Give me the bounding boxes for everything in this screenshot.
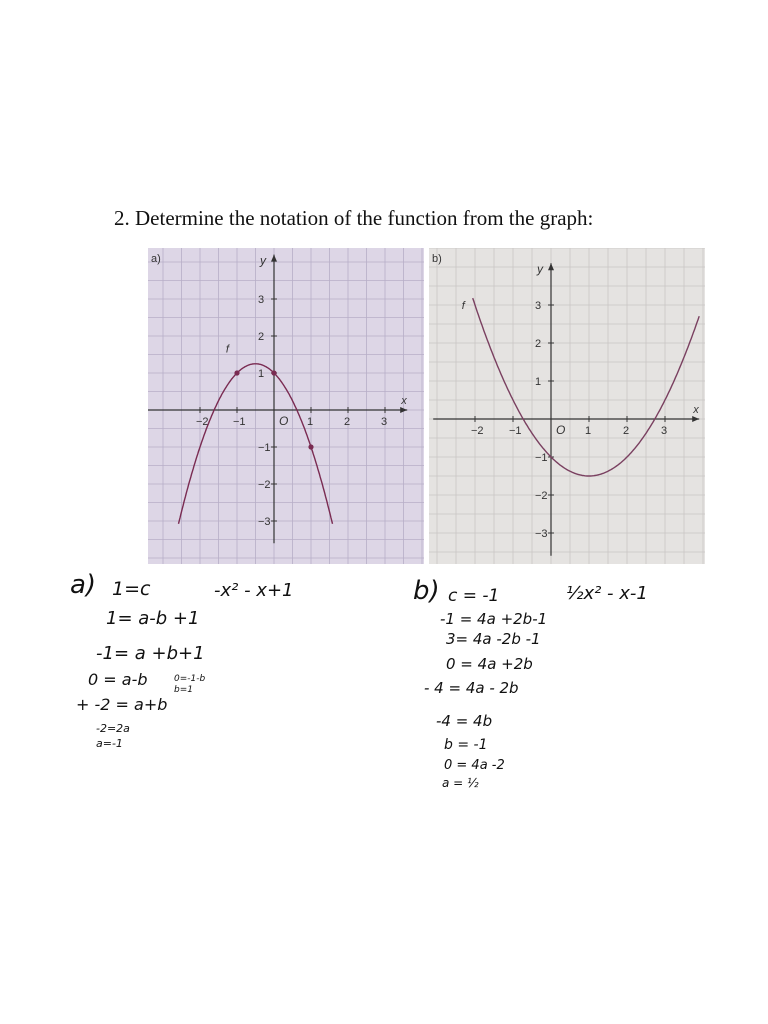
x-tick-label: −1	[509, 425, 522, 437]
y-tick-label: −1	[535, 452, 548, 464]
x-axis-label: x	[693, 404, 699, 416]
x-tick-label: 2	[623, 425, 630, 437]
work-a-line: 1=c	[112, 578, 151, 600]
work-b-line: 0 = 4a +2b	[446, 655, 533, 673]
y-tick-label: 3	[535, 300, 542, 312]
y-tick-label: 2	[258, 331, 265, 343]
y-tick-label: −3	[535, 528, 548, 540]
function-label: f	[225, 343, 229, 356]
work-b-line: 3= 4a -2b -1	[446, 630, 541, 648]
x-axis-label: x	[401, 395, 407, 407]
work-a-answer: -x² - x+1	[214, 580, 294, 601]
work-a-label: a)	[70, 570, 97, 600]
y-axis-label: y	[537, 262, 543, 277]
x-tick-label: 2	[344, 416, 351, 428]
x-axis-arrow	[692, 416, 699, 422]
marked-point	[308, 444, 313, 449]
work-b-line: - 4 = 4a - 2b	[424, 679, 519, 697]
panel-label: b)	[432, 253, 442, 265]
work-a-line: -1= a +b+1	[96, 643, 205, 664]
work-a-line: 0 = a-b	[88, 670, 148, 689]
y-tick-label: 1	[258, 368, 265, 380]
x-tick-label: −1	[233, 416, 246, 428]
y-tick-label: −2	[535, 490, 548, 502]
x-tick-label: 3	[661, 425, 668, 437]
marked-point	[271, 370, 276, 375]
work-b-answer: ½x² - x-1	[566, 583, 648, 604]
function-label: f	[461, 299, 465, 312]
work-a-line: a=-1	[96, 737, 123, 750]
graph-a	[148, 248, 424, 564]
work-b-line: b = -1	[444, 737, 488, 753]
y-axis-label: y	[260, 253, 266, 268]
origin-label: O	[556, 423, 566, 437]
work-b-line: a = ½	[442, 776, 479, 790]
y-tick-label: 2	[535, 338, 542, 350]
y-tick-label: −3	[258, 516, 271, 528]
work-a-line: 1= a-b +1	[106, 608, 200, 629]
origin-label: O	[279, 414, 289, 428]
graph-b	[429, 248, 705, 564]
work-b-line: -1 = 4a +2b-1	[440, 610, 548, 628]
work-a-note: 0=-1-b	[174, 674, 206, 684]
y-tick-label: 1	[535, 376, 542, 388]
x-tick-label: −2	[196, 416, 209, 428]
question-text: 2. Determine the notation of the function from the graph:	[114, 206, 594, 230]
work-a-line: + -2 = a+b	[76, 695, 168, 714]
work-b-label: b)	[413, 576, 440, 606]
marked-point	[234, 370, 239, 375]
x-tick-label: −2	[471, 425, 484, 437]
y-axis-arrow	[271, 255, 277, 262]
x-tick-label: 3	[381, 416, 388, 428]
y-tick-label: −2	[258, 479, 271, 491]
work-a-line: -2=2a	[96, 722, 130, 735]
work-b-line: c = -1	[448, 586, 500, 606]
work-b-line: 0 = 4a -2	[444, 758, 505, 773]
x-tick-label: 1	[585, 425, 592, 437]
work-a-note: b=1	[174, 685, 193, 695]
y-tick-label: −1	[258, 442, 271, 454]
work-b-line: -4 = 4b	[436, 712, 493, 730]
y-tick-label: 3	[258, 294, 265, 306]
panel-label: a)	[151, 253, 161, 265]
x-tick-label: 1	[307, 416, 314, 428]
